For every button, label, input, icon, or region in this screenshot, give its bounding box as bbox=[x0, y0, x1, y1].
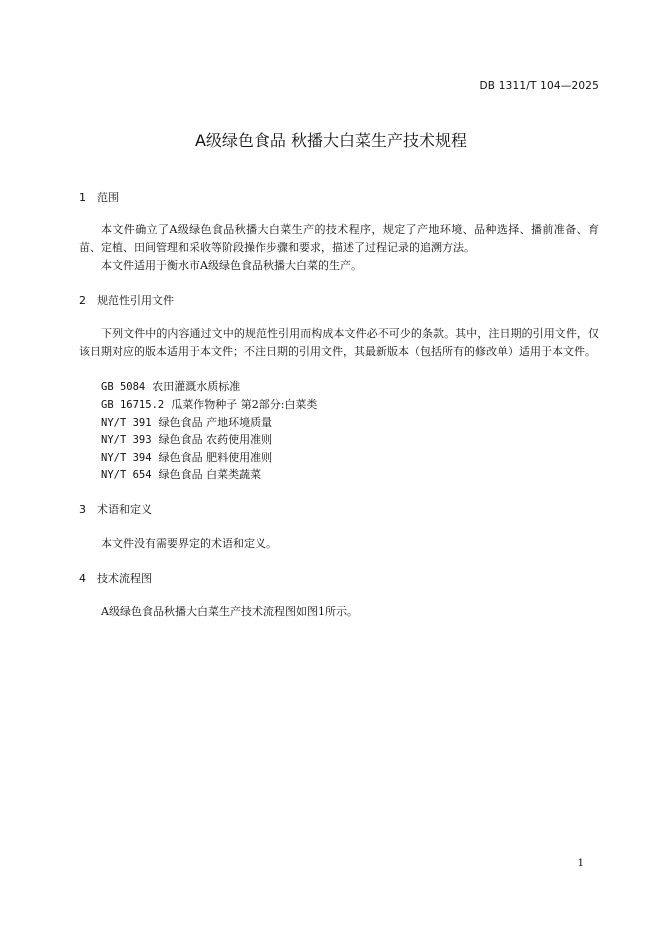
section-title: 范围 bbox=[97, 191, 119, 204]
reference-name: 绿色食品 白菜类蔬菜 bbox=[158, 468, 262, 481]
paragraph: 下列文件中的内容通过文中的规范性引用而构成本文件必不可少的条款。其中，注日期的引用文件，仅该日期对应的版本适用于本文件；不注日期的引用文件，其最新版本（包括所有的修改单）适用于本文件。 bbox=[79, 327, 599, 358]
paragraph: 本文件确立了A级绿色食品秋播大白菜生产的技术程序，规定了产地环境、品种选择、播前准备、育苗、定植、田间管理和采收等阶段操作步骤和要求，描述了过程记录的追溯方法。 bbox=[79, 223, 599, 254]
reference-name: 瓜菜作物种子 第2部分:白菜类 bbox=[171, 398, 318, 411]
document-title: A级绿色食品 秋播大白菜生产技术规程 bbox=[194, 131, 468, 150]
section-title: 规范性引用文件 bbox=[97, 294, 174, 307]
reference-code: GB 16715.2 bbox=[101, 399, 165, 411]
reference-name: 绿色食品 农药使用准则 bbox=[158, 433, 273, 446]
section-heading-flowchart bbox=[79, 570, 152, 586]
reference-code: NY/T 394 bbox=[101, 452, 152, 464]
reference-name: 农田灌溉水质标准 bbox=[152, 380, 241, 393]
section-number: 3 bbox=[79, 503, 86, 516]
reference-name: 绿色食品 产地环境质量 bbox=[158, 416, 273, 429]
section-number: 4 bbox=[79, 572, 86, 585]
reference-code: GB 5084 bbox=[101, 381, 146, 393]
paragraph: 本文件适用于衡水市A级绿色食品秋播大白菜的生产。 bbox=[101, 259, 362, 272]
section-title: 技术流程图 bbox=[97, 572, 152, 585]
reference-item bbox=[101, 449, 272, 468]
section-heading-scope bbox=[79, 189, 119, 205]
reference-code: NY/T 654 bbox=[101, 469, 152, 481]
reference-name: 绿色食品 肥料使用准则 bbox=[158, 451, 273, 464]
reference-item bbox=[101, 414, 272, 433]
paragraph: A级绿色食品秋播大白菜生产技术流程图如图1所示。 bbox=[101, 605, 358, 618]
section-number: 1 bbox=[79, 191, 86, 204]
reference-item bbox=[101, 466, 261, 485]
section-heading-normative-references bbox=[79, 292, 174, 308]
paragraph: 本文件没有需要界定的术语和定义。 bbox=[101, 537, 277, 550]
section-title: 术语和定义 bbox=[97, 503, 152, 516]
reference-item bbox=[101, 431, 272, 450]
section-number: 2 bbox=[79, 294, 86, 307]
reference-item bbox=[101, 378, 240, 397]
section-heading-terms bbox=[79, 501, 152, 517]
reference-code: NY/T 391 bbox=[101, 417, 152, 429]
reference-item bbox=[101, 396, 317, 415]
reference-code: NY/T 393 bbox=[101, 434, 152, 446]
page-number: 1 bbox=[577, 858, 584, 869]
document-number: DB 1311/T 104—2025 bbox=[479, 80, 599, 92]
